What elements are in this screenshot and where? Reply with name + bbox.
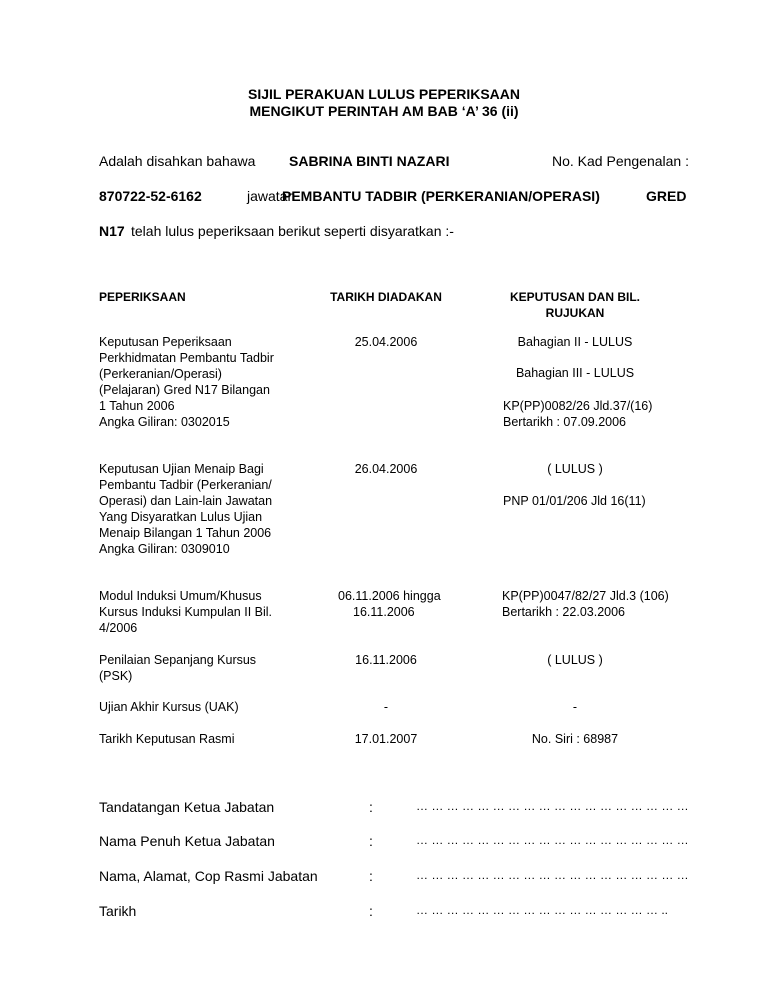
signature-blank: … … … … … … … … … … … … … … … … ..: [416, 903, 669, 917]
jawatan-word: jawatan: [247, 188, 296, 204]
exam-line: 1 Tahun 2006: [99, 399, 175, 413]
ic-number: 870722-52-6162: [99, 188, 202, 204]
exam-line: Angka Giliran: 0302015: [99, 415, 230, 429]
intro-suffix: telah lulus peperiksaan berikut seperti disyaratkan :-: [131, 223, 454, 239]
signature-label: Tandatangan Ketua Jabatan: [99, 799, 275, 815]
exam-line: Keputusan Ujian Menaip Bagi: [99, 462, 264, 476]
result-line: Bertarikh : 07.09.2006: [503, 415, 626, 429]
exam-line: Penilaian Sepanjang Kursus: [99, 653, 257, 667]
exam-date: 25.04.2006: [354, 335, 418, 349]
post-title: PEMBANTU TADBIR (PERKERANIAN/OPERASI): [282, 188, 600, 204]
result-line: PNP 01/01/206 Jld 16(11): [503, 494, 646, 508]
exam-line: Modul Induksi Umum/Khusus: [99, 589, 262, 603]
result-line: ( LULUS ): [547, 653, 603, 667]
exam-line: Pembantu Tadbir (Perkeranian/: [99, 478, 272, 492]
grade-value: N17: [99, 223, 125, 239]
exam-line: Kursus Induksi Kumpulan II Bil.: [99, 605, 272, 619]
exam-line: Yang Disyaratkan Lulus Ujian: [99, 510, 263, 524]
exam-line: 4/2006: [99, 621, 138, 635]
result-line: -: [572, 700, 578, 714]
certificate-subtitle: MENGIKUT PERINTAH AM BAB ‘A’ 36 (ii): [249, 103, 519, 119]
exam-line: (Pelajaran) Gred N17 Bilangan: [99, 383, 270, 397]
candidate-name: SABRINA BINTI NAZARI: [289, 153, 450, 169]
signature-label: Tarikh: [99, 903, 137, 919]
result-line: Bahagian III - LULUS: [515, 366, 635, 380]
header-exam: PEPERIKSAAN: [99, 290, 186, 304]
signature-colon: :: [369, 833, 373, 849]
signature-colon: :: [369, 903, 373, 919]
exam-line: Menaip Bilangan 1 Tahun 2006: [99, 526, 272, 540]
exam-line: (PSK): [99, 669, 133, 683]
signature-blank: … … … … … … … … … … … … … … … … … …: [416, 868, 689, 882]
signature-label: Nama Penuh Ketua Jabatan: [99, 833, 275, 849]
header-result: KEPUTUSAN DAN BIL.: [509, 290, 640, 304]
signature-blank: … … … … … … … … … … … … … … … … … …: [416, 833, 689, 847]
signature-blank: … … … … … … … … … … … … … … … … … …: [416, 799, 689, 813]
exam-line: (Perkeranian/Operasi): [99, 367, 222, 381]
exam-line: Perkhidmatan Pembantu Tadbir: [99, 351, 274, 365]
result-line: KP(PP)0047/82/27 Jld.3 (106): [502, 589, 669, 603]
result-line: Bertarikh : 22.03.2006: [502, 605, 625, 619]
result-line: Bahagian II - LULUS: [517, 335, 633, 349]
exam-date: 16.11.2006: [353, 605, 415, 619]
ic-label: No. Kad Pengenalan :: [552, 153, 689, 169]
result-line: KP(PP)0082/26 Jld.37/(16): [503, 399, 653, 413]
signature-colon: :: [369, 799, 373, 815]
exam-line: Angka Giliran: 0309010: [99, 542, 230, 556]
exam-date: 16.11.2006: [355, 653, 417, 667]
certificate-title: SIJIL PERAKUAN LULUS PEPERIKSAAN: [247, 86, 520, 102]
result-line: No. Siri : 68987: [531, 732, 619, 746]
exam-date: 06.11.2006 hingga: [338, 589, 441, 603]
intro-prefix: Adalah disahkan bahawa: [99, 153, 256, 169]
exam-line: Ujian Akhir Kursus (UAK): [99, 700, 239, 714]
exam-date: 26.04.2006: [354, 462, 418, 476]
signature-label: Nama, Alamat, Cop Rasmi Jabatan: [99, 868, 318, 884]
signature-colon: :: [369, 868, 373, 884]
grade-word: GRED: [646, 188, 687, 204]
exam-line: Tarikh Keputusan Rasmi: [99, 732, 235, 746]
result-line: ( LULUS ): [547, 462, 603, 476]
exam-date: -: [383, 700, 389, 714]
exam-line: Keputusan Peperiksaan: [99, 335, 232, 349]
exam-date: 17.01.2007: [354, 732, 418, 746]
header-result-ref: RUJUKAN: [545, 306, 605, 320]
header-date: TARIKH DIADAKAN: [330, 290, 442, 304]
exam-line: Operasi) dan Lain-lain Jawatan: [99, 494, 273, 508]
